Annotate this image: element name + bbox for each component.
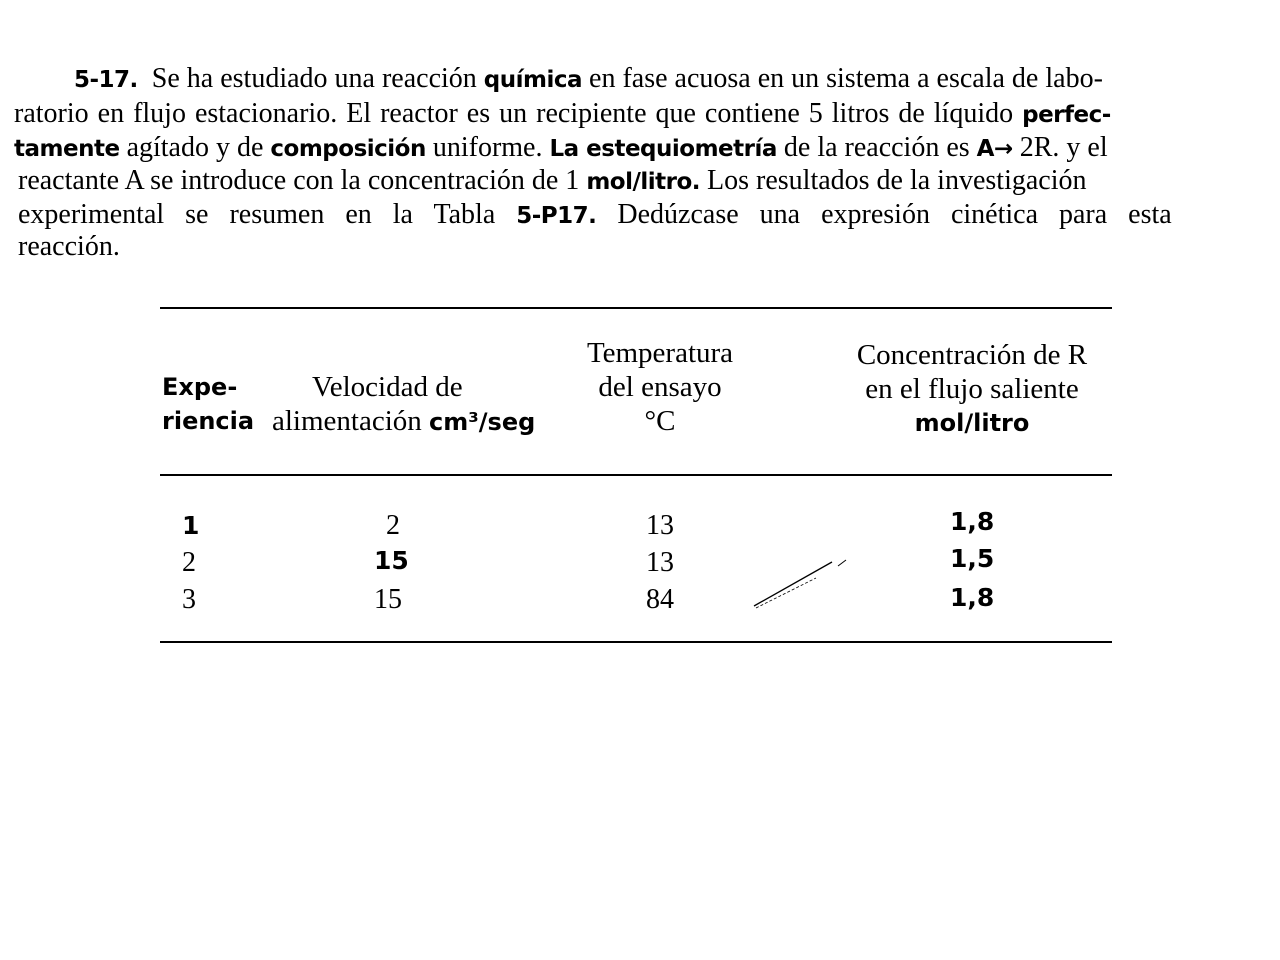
table-cell-conc: 1,8 <box>950 583 995 612</box>
problem-line-1: 5-17. Se ha estudiado una reacción química en fase acuosa en un sistema a escala de labo- <box>74 63 1103 94</box>
header-velocidad: Velocidad de alimentación cm³/seg <box>272 371 536 437</box>
table-cell-temp: 13 <box>646 510 674 541</box>
table-cell-exp: 2 <box>182 547 196 578</box>
header-experiencia: Expe- riencia <box>162 373 255 435</box>
problem-number: 5-17. <box>74 67 138 93</box>
problem-statement <box>14 62 1266 261</box>
header-concentracion: Concentración de R en el flujo saliente mol/litro <box>856 339 1088 437</box>
problem-line-3: tamente agítado y de composición uniforme. La estequiometría de la reacción es A→ 2R. y el <box>14 132 1108 163</box>
table-header-rule <box>160 474 1112 476</box>
problem-line-4: reactante A se introduce con la concentración de 1 mol/litro. Los resultados de la investigación <box>18 165 1087 196</box>
header-temperatura: Temperatura del ensayo °C <box>586 337 734 437</box>
table-cell-vel: 15 <box>374 584 402 615</box>
problem-line-6: reacción. <box>18 231 120 262</box>
table-cell-temp: 13 <box>646 547 674 578</box>
pen-stroke-mark <box>752 556 852 612</box>
table-cell-temp: 84 <box>646 584 674 615</box>
table-bottom-rule <box>160 641 1112 643</box>
table-cell-vel: 15 <box>374 546 409 575</box>
problem-line-2: ratorio en flujo estacionario. El reactor es un recipiente que contiene 5 litros de líquido perfec- <box>14 98 1111 129</box>
table-top-rule <box>160 307 1112 309</box>
table-cell-vel: 2 <box>386 510 400 541</box>
table-cell-conc: 1,8 <box>950 507 995 536</box>
table-cell-conc: 1,5 <box>950 544 995 573</box>
table-cell-exp: 3 <box>182 584 196 615</box>
problem-line-5: experimental se resumen en la Tabla 5-P17. Dedúzcase una expresión cinética para esta <box>18 199 1172 230</box>
table-cell-exp: 1 <box>182 511 200 540</box>
